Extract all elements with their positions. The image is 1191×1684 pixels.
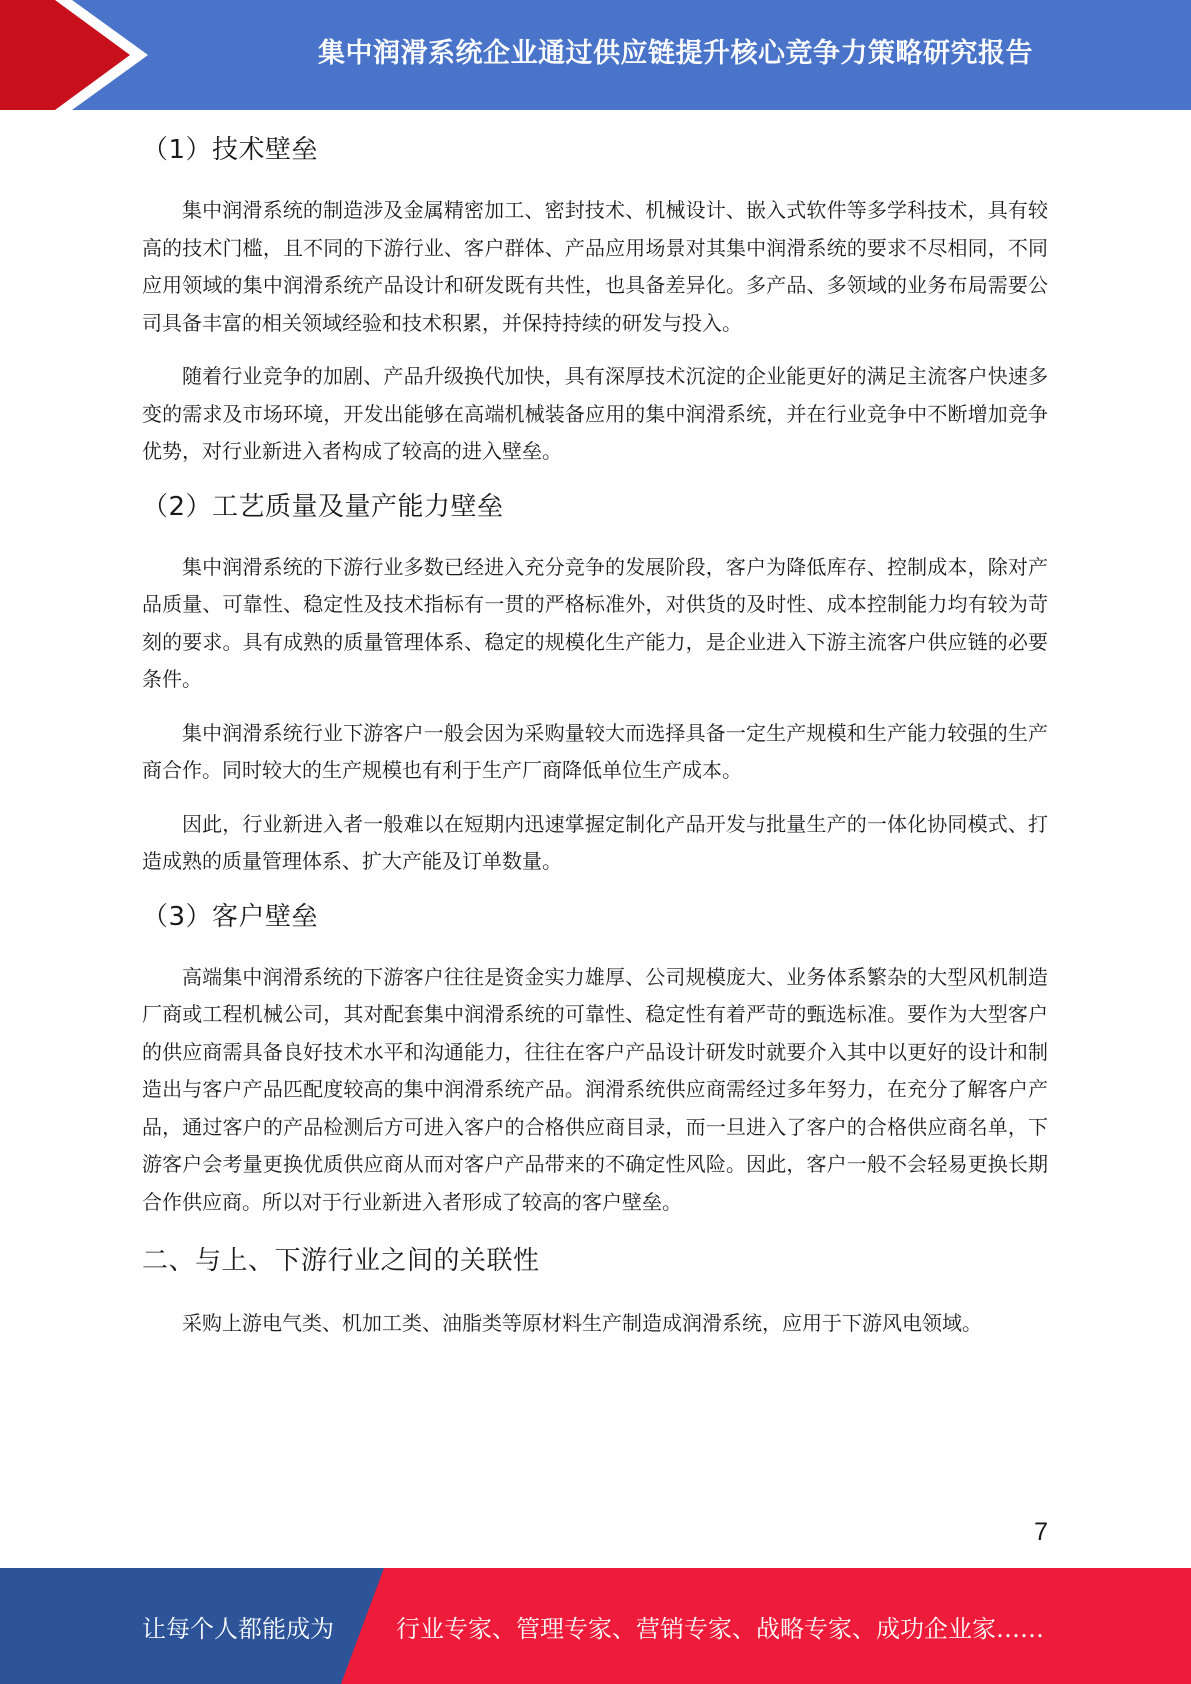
section-heading-customer-barrier: （3）客户壁垒 <box>142 901 319 932</box>
paragraph: 因此，行业新进入者一般难以在短期内迅速掌握定制化产品开发与批量生产的一体化协同模式、打造成熟的质量管理体系、扩大产能及订单数量。 <box>142 811 1048 873</box>
paragraph: 随着行业竞争的加剧、产品升级换代加快，具有深厚技术沉淀的企业能更好的满足主流客户快速多变的需求及市场环境，开发出能够在高端机械装备应用的集中润滑系统，并在行业竞争中不断增加竞争优势，对行业新进入者构成了较高的进入壁垒。 <box>142 364 1048 463</box>
report-title: 集中润滑系统企业通过供应链提升核心竞争力策略研究报告 <box>318 37 1033 69</box>
document-body <box>142 120 1048 1343</box>
page-header <box>0 0 1191 110</box>
section-heading-process-quality-barrier: （2）工艺质量及量产能力壁垒 <box>142 491 504 522</box>
paragraph: 高端集中润滑系统的下游客户往往是资金实力雄厚、公司规模庞大、业务体系繁杂的大型风机制造厂商或工程机械公司，其对配套集中润滑系统的可靠性、稳定性有着严苛的甄选标准。要作为大型客户的供应商需具备良好技术水平和沟通能力，往往在客户产品设计研发时就要介入其中以更好的设计和制造出与客户产品匹配度较高的集中润滑系统产品。润滑系统供应商需经过多年努力，在充分了解客户产品，通过客户的产品检测后方可进入客户的合格供应商目录，而一旦进入了客户的合格供应商名单，下游客户会考量更换优质供应商从而对客户产品带来的不确定性风险。因此，客户一般不会轻易更换长期合作供应商。所以对于行业新进入者形成了较高的客户壁垒。 <box>142 964 1048 1214</box>
paragraph: 集中润滑系统行业下游客户一般会因为采购量较大而选择具备一定生产规模和生产能力较强的生产商合作。同时较大的生产规模也有利于生产厂商降低单位生产成本。 <box>142 720 1048 782</box>
footer-slogan-right: 行业专家、管理专家、营销专家、战略专家、成功企业家…… <box>396 1614 1044 1643</box>
section-heading-technology-barrier: （1）技术壁垒 <box>142 135 319 165</box>
footer-slogan-left: 让每个人都能成为 <box>142 1614 334 1643</box>
paragraph: 采购上游电气类、机加工类、油脂类等原材料生产制造成润滑系统，应用于下游风电领域。 <box>182 1311 982 1335</box>
page-number: 7 <box>1034 1518 1048 1546</box>
paragraph: 集中润滑系统的下游行业多数已经进入充分竞争的发展阶段，客户为降低库存、控制成本，除对产品质量、可靠性、稳定性及技术指标有一贯的严格标准外，对供货的及时性、成本控制能力均有较为苛刻的要求。具有成熟的质量管理体系、稳定的规模化生产能力，是企业进入下游主流客户供应链的必要条件。 <box>142 554 1048 691</box>
page-footer <box>0 1568 1191 1684</box>
header-chevron-decoration <box>0 0 160 110</box>
chapter-heading-upstream-downstream: 二、与上、下游行业之间的关联性 <box>142 1246 540 1276</box>
paragraph: 集中润滑系统的制造涉及金属精密加工、密封技术、机械设计、嵌入式软件等多学科技术，具有较高的技术门槛，且不同的下游行业、客户群体、产品应用场景对其集中润滑系统的要求不尽相同，不同应用领域的集中润滑系统产品设计和研发既有共性，也具备差异化。多产品、多领域的业务布局需要公司具备丰富的相关领域经验和技术积累，并保持持续的研发与投入。 <box>142 198 1048 335</box>
